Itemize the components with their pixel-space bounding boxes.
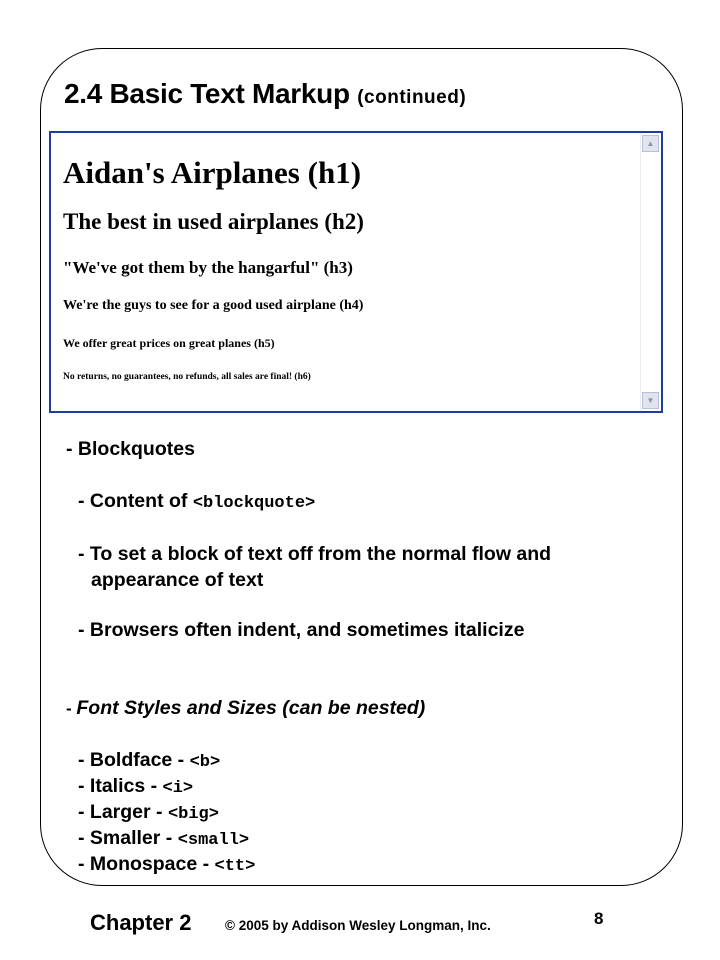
browser-screenshot	[49, 131, 663, 413]
font-style-item-tag: <i>	[162, 779, 194, 798]
scroll-up-icon[interactable]: ▲	[642, 135, 659, 152]
heading-h1-example: Aidan's Airplanes (h1)	[63, 155, 362, 190]
bullet-blockquote-purpose-line1: - To set a block of text off from the normal flow and	[78, 543, 552, 565]
font-style-item-tag: <big>	[167, 805, 219, 824]
font-style-item-label: - Boldface -	[78, 749, 190, 771]
heading-h3-example: "We've got them by the hangarful" (h3)	[63, 258, 353, 277]
font-style-item-label: - Larger -	[78, 801, 168, 823]
bullet-font-styles-dash: -	[66, 699, 77, 718]
font-style-item-label: - Monospace -	[78, 853, 215, 875]
bullet-blockquotes: - Blockquotes	[66, 438, 195, 460]
bullet-blockquote-content	[78, 490, 315, 513]
bullet-font-styles	[66, 697, 425, 720]
font-style-item-label: - Italics -	[78, 775, 163, 797]
slide-title	[64, 78, 466, 110]
heading-h4-example: We're the guys to see for a good used airplane (h4)	[63, 298, 364, 313]
font-style-item-tag: <tt>	[214, 857, 256, 876]
heading-h6-example: No returns, no guarantees, no refunds, all sales are final! (h6)	[63, 372, 311, 382]
font-style-item-monospace	[78, 853, 255, 876]
footer-copyright: © 2005 by Addison Wesley Longman, Inc.	[225, 918, 491, 933]
bullet-blockquote-content-label: - Content of	[78, 490, 193, 512]
font-style-item-bold	[78, 749, 220, 772]
footer-chapter: Chapter 2	[90, 910, 192, 935]
bullet-browsers-indent: - Browsers often indent, and sometimes italicize	[78, 619, 525, 641]
browser-content	[61, 145, 635, 411]
scroll-down-icon[interactable]: ▼	[642, 392, 659, 409]
heading-h5-example: We offer great prices on great planes (h5)	[63, 336, 275, 350]
vertical-scrollbar[interactable]	[640, 133, 661, 411]
font-style-item-tag: <small>	[177, 831, 250, 850]
slide-title-suffix: (continued)	[357, 87, 467, 108]
font-style-item-tag: <b>	[189, 753, 221, 772]
bullet-font-styles-heading: Font Styles and Sizes (can be nested)	[76, 697, 426, 719]
font-style-item-label: - Smaller -	[78, 827, 178, 849]
slide-title-main: 2.4 Basic Text Markup	[64, 78, 358, 109]
page-number: 8	[594, 909, 604, 928]
heading-h2-example: The best in used airplanes (h2)	[63, 209, 364, 234]
blockquote-tag: <blockquote>	[192, 494, 316, 513]
font-style-item-italics	[78, 775, 193, 798]
font-style-item-larger	[78, 801, 219, 824]
font-style-item-smaller	[78, 827, 249, 850]
bullet-blockquote-purpose-line2: appearance of text	[91, 569, 264, 591]
